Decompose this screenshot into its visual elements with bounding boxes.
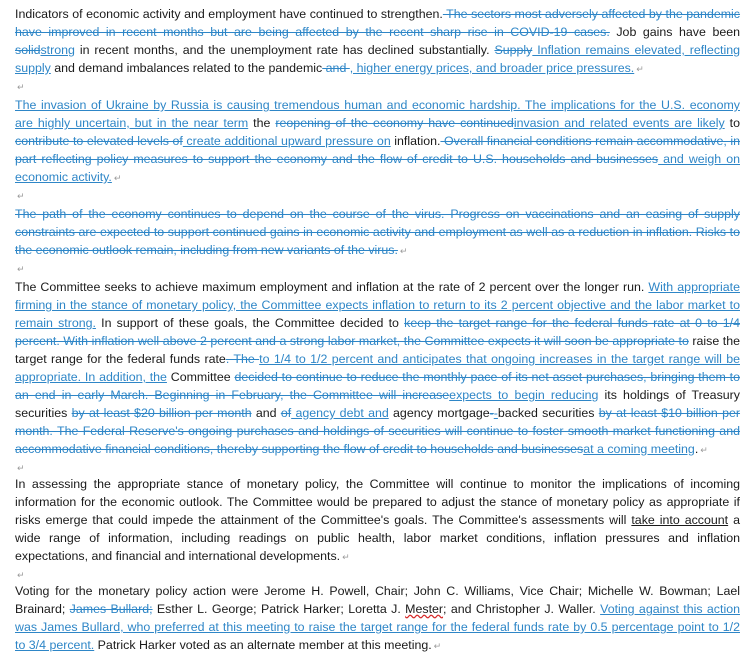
empty-paragraph: [15, 566, 740, 582]
text: agency mortgage: [388, 406, 490, 420]
inserted-text: , higher energy prices, and broader price pressures.: [349, 61, 635, 75]
text: In assessing the appropriate stance of monetary policy, the Committee will continue to monitor the implications of incoming information for the economic outlook. The Committee would be prepared to adjust the stance of monetary policy as appropriate if risks emerge that could impede the attainment of the Committee's goals. The Committee's assessments will: [15, 477, 740, 527]
text: a wide range of information, including readings on public health, labor market conditions, inflation pressures and inflation expectations, and financial and international developments.: [15, 513, 740, 563]
empty-paragraph: [15, 187, 740, 205]
text: Indicators of economic activity and employment have continued to strengthen.: [15, 7, 443, 21]
deleted-text: reopening of the economy have continued: [275, 116, 514, 130]
text: Job gains have been: [609, 25, 741, 39]
deleted-text: and: [322, 61, 350, 75]
paragraph-mark-icon: ↵: [17, 191, 25, 201]
text: in recent months, and the unemployment rate has declined substantially.: [74, 43, 495, 57]
deleted-text: Supply: [494, 43, 533, 57]
inserted-text: at a coming meeting: [583, 442, 695, 456]
paragraph-virus: [15, 205, 740, 260]
document-body: [15, 5, 740, 655]
text: to: [724, 116, 740, 130]
inserted-text: invasion and related events are likely: [513, 116, 725, 130]
deleted-text: by at least $20 billion per month: [71, 406, 252, 420]
paragraph-policy-stance: [15, 475, 740, 566]
paragraph-mark-icon: ↵: [700, 445, 708, 455]
text: Voting for the monetary policy action were Jerome H. Powell, Chair; John C. Williams, Vice Chair; Michelle W. Bowman; Lael Brainard;: [15, 584, 740, 616]
paragraph-mark-icon: ↵: [433, 641, 442, 651]
inserted-text: strong: [40, 43, 75, 57]
paragraph-mark-icon: ↵: [636, 64, 644, 74]
paragraph-mark-icon: ↵: [17, 264, 25, 274]
underlined-text: take into account: [631, 513, 729, 527]
text: and: [251, 406, 281, 420]
text: ; and Christopher J. Waller.: [443, 602, 601, 616]
empty-paragraph: [15, 260, 740, 278]
inserted-text: create additional upward pressure on: [182, 134, 391, 148]
text: and demand imbalances related to the pandemic: [50, 61, 323, 75]
empty-paragraph: [15, 459, 740, 475]
inserted-text: -: [493, 406, 498, 420]
deleted-text: solid: [15, 43, 41, 57]
deleted-text: of: [280, 406, 292, 420]
empty-paragraph: [15, 78, 740, 96]
paragraph-economic-activity: [15, 5, 740, 78]
deleted-text: . The: [225, 352, 260, 366]
inserted-text: agency debt and: [291, 406, 389, 420]
inserted-text: to 1/4 to 1/2 percent and anticipates that ongoing increases in the target range will be appropriate. In addition, the: [15, 352, 740, 384]
inserted-text: and weigh on economic activity.: [15, 152, 740, 184]
deleted-text: decided to continue to reduce the monthly pace of its net asset purchases, bringing them to an end in early March. Beginning in February, the Committee will increase: [15, 370, 740, 402]
inserted-text: Voting against this action was James Bullard, who preferred at this meeting to raise the target range for the federal funds rate by 0.5 percentage point to 1/2 to 3/4 percent.: [15, 602, 740, 652]
paragraph-mark-icon: ↵: [342, 552, 350, 562]
text: its holdings of Treasury securities: [15, 388, 740, 420]
deleted-text: by at least $10 billion per month. The Federal Reserve's ongoing purchases and holdings of securities will continue to foster smooth market functioning and accommodative financial conditions, thereby supporting the flow of credit to households and businesses: [15, 406, 741, 456]
inserted-text: The invasion of Ukraine by Russia is causing tremendous human and economic hardship. The implications for the U.S. economy are highly uncertain, but in the near term: [15, 98, 740, 130]
text: In support of these goals, the Committee decided to: [95, 316, 405, 330]
deleted-text: keep the target range for the federal funds rate at 0 to 1/4 percent. With inflation well above 2 percent and a strong labor market, the Committee expects it will soon be appropriate to: [15, 316, 740, 348]
text: The Committee seeks to achieve maximum employment and inflation at the rate of 2 percent over the longer run.: [15, 280, 649, 294]
text: the: [248, 116, 276, 130]
paragraph-mark-icon: ↵: [113, 173, 122, 183]
paragraph-mark-icon: ↵: [17, 463, 25, 473]
inserted-text: Inflation remains elevated, reflecting supply: [15, 43, 740, 75]
paragraph-ukraine: [15, 96, 740, 187]
deleted-text: James Bullard;: [69, 602, 153, 616]
text: raise the target range for the federal funds rate: [15, 334, 741, 366]
text: .: [694, 442, 699, 456]
inserted-text: expects to begin reducing: [449, 388, 599, 402]
deleted-text: The path of the economy continues to depend on the course of the virus. Progress on vaccinations and an easing of supply constraints are expected to support continued gains in economic activity and employment as well as a reduction in inflation. Risks to the economic outlook remain, including from new variants of the virus.: [15, 207, 740, 257]
deleted-text: Overall financial conditions remain accommodative, in part reflecting policy measures to support the economy and the flow of credit to U.S. households and businesses: [15, 134, 740, 166]
text: Committee: [166, 370, 235, 384]
paragraph-voting: [15, 582, 740, 655]
text: Esther L. George; Patrick Harker; Loretta J.: [152, 602, 406, 616]
paragraph-committee-goals: [15, 278, 740, 459]
deleted-text: The sectors most adversely affected by the pandemic have improved in recent months but are being affected by the recent sharp rise in COVID-19 cases.: [15, 7, 741, 39]
inserted-text: With appropriate firming in the stance of monetary policy, the Committee expects inflation to return to its 2 percent objective and the labor market to remain strong.: [15, 280, 740, 330]
deleted-text: -: [489, 406, 494, 420]
paragraph-mark-icon: ↵: [17, 570, 25, 580]
paragraph-mark-icon: ↵: [17, 82, 25, 92]
spellcheck-flagged-word: Mester: [405, 602, 444, 616]
paragraph-mark-icon: ↵: [399, 246, 408, 256]
deleted-text: contribute to elevated levels of: [15, 134, 183, 148]
text: inflation.: [390, 134, 441, 148]
text: backed securities: [497, 406, 599, 420]
text: Patrick Harker voted as an alternate member at this meeting.: [94, 638, 432, 652]
